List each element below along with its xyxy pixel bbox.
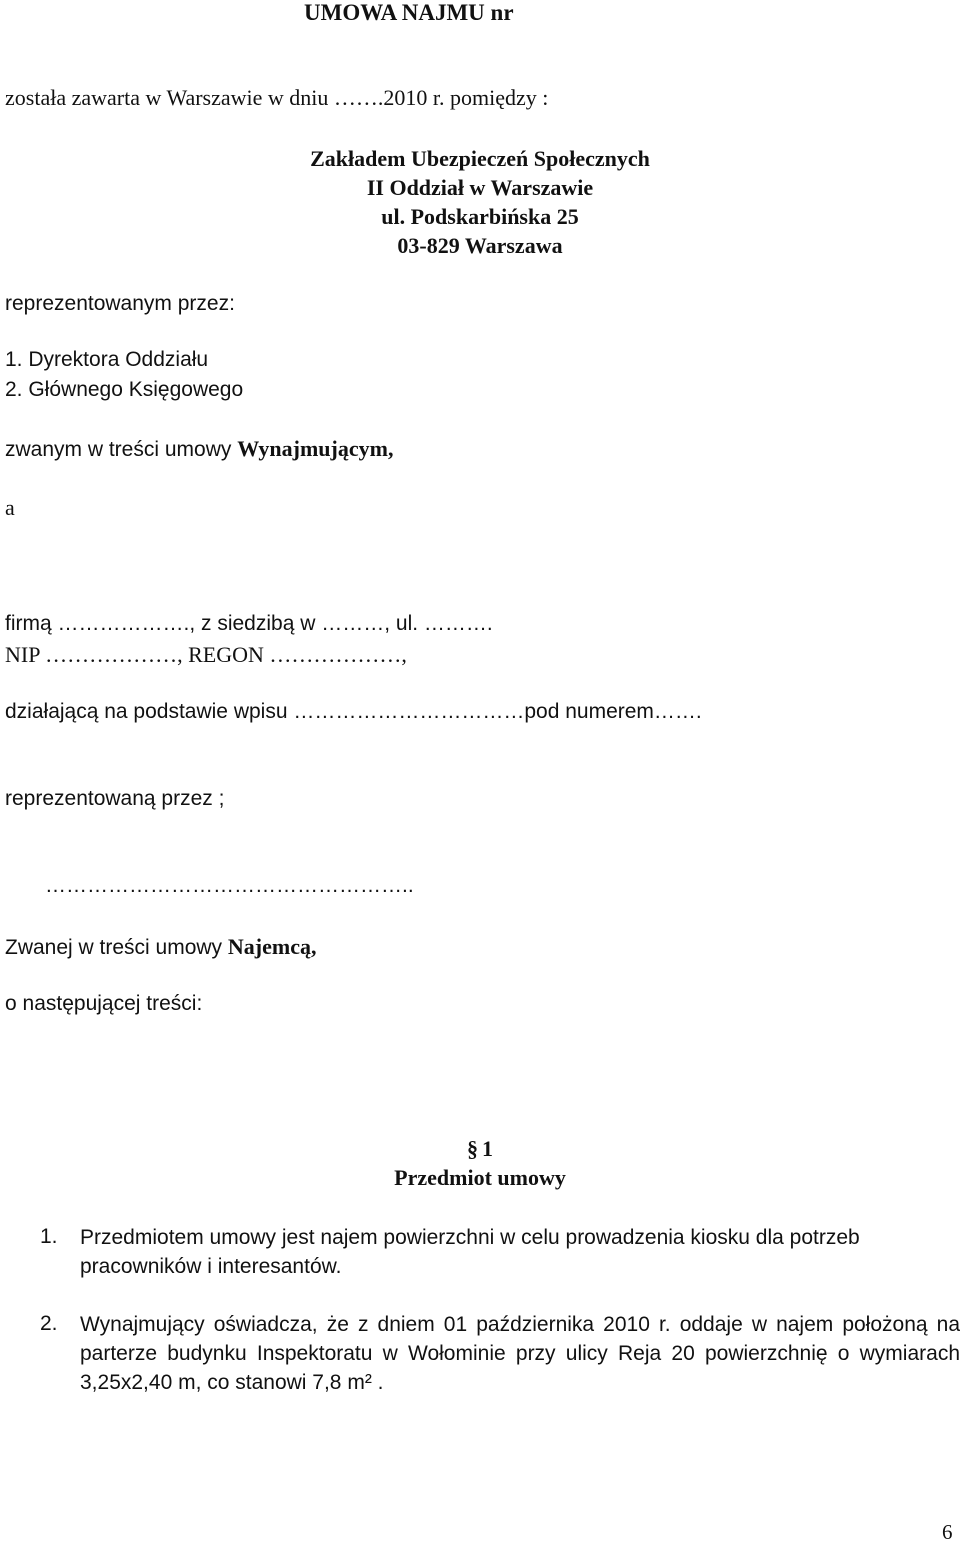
- tenant-basis-line: działającą na podstawie wpisu ……………………………pod numerem…….: [5, 700, 702, 723]
- representation-label: reprezentowanym przez:: [5, 292, 235, 315]
- section-1-title: Przedmiot umowy: [394, 1165, 566, 1190]
- tenant-firm-line: firmą ………………., z siedzibą w ………, ul. ……….: [5, 612, 493, 635]
- paragraph-2-text: Wynajmujący oświadcza, że z dniem 01 października 2010 r. oddaje w najem położoną na parterze budynku Inspektoratu w Wołominie przy ulicy Reja 20 powierzchnię o wymiarach 3,25x2,40 m, co stanowi 7,8 m² .: [80, 1313, 960, 1394]
- section-1-number: 1: [482, 1136, 493, 1161]
- tenant-called-line: [5, 932, 316, 962]
- paragraph-sign: §: [467, 1136, 478, 1161]
- following-content-line: o następującej treści:: [5, 992, 203, 1015]
- tenant-called-prefix: Zwanej w treści umowy: [5, 936, 228, 959]
- lessor-name: Zakładem Ubezpieczeń Społecznych: [310, 146, 650, 171]
- conjunction-a: a: [5, 495, 15, 520]
- lessor-city: 03-829 Warszawa: [397, 233, 563, 258]
- lessor-street: ul. Podskarbińska 25: [381, 204, 579, 229]
- lessor-branch: II Oddział w Warszawie: [366, 175, 594, 200]
- paragraph-2-number: 2.: [40, 1312, 58, 1335]
- tenant-called-name: Najemcą,: [227, 934, 317, 959]
- document-title: UMOWA NAJMU nr: [304, 0, 514, 25]
- paragraph-1-text: Przedmiotem umowy jest najem powierzchni w celu prowadzenia kiosku dla potrzeb pracowników i interesantów.: [80, 1226, 860, 1278]
- tenant-nip-line: NIP ………………, REGON ………………,: [5, 642, 407, 667]
- intro-line: została zawarta w Warszawie w dniu …….2010 r. pomiędzy :: [5, 85, 549, 110]
- paragraph-1-number: 1.: [40, 1225, 58, 1248]
- page-number: 6: [942, 1520, 953, 1544]
- tenant-representative-dots: ……………………………………………..: [45, 874, 414, 897]
- representative-1: 1. Dyrektora Oddziału: [5, 348, 209, 371]
- lessor-called-name: Wynajmującym,: [237, 436, 394, 461]
- tenant-representation-label: reprezentowaną przez ;: [5, 787, 225, 810]
- lessor-block: [190, 144, 770, 260]
- lessor-called-prefix: zwanym w treści umowy: [5, 438, 238, 461]
- section-1-heading: [0, 1134, 960, 1164]
- representative-2: 2. Głównego Księgowego: [5, 378, 244, 401]
- lessor-called-line: [5, 434, 393, 464]
